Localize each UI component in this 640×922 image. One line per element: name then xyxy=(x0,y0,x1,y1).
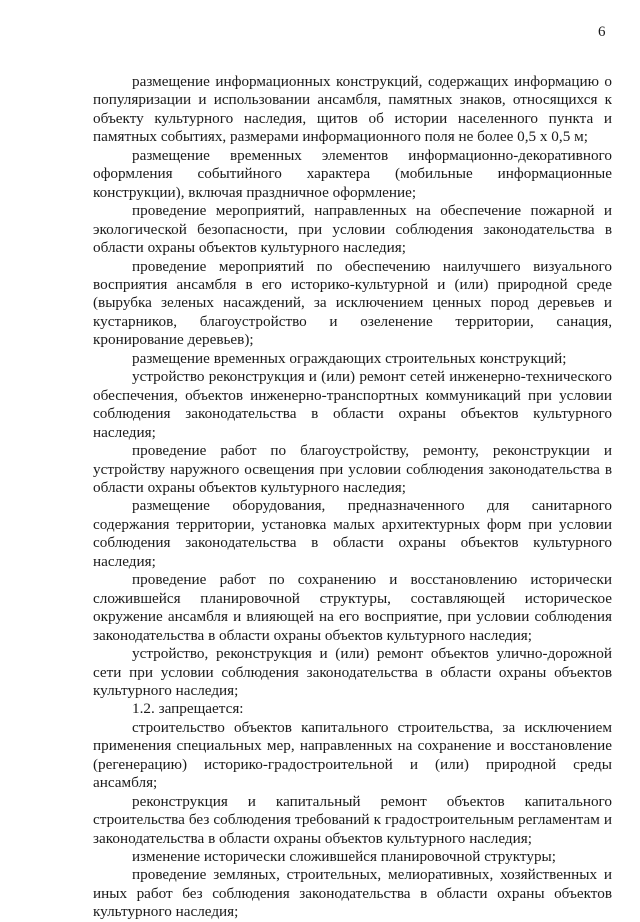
paragraph-landscaping-lighting: проведение работ по благоустройству, ремонту, реконструкции и устройству наружного освещения при условии соблюдения законодательства в области охраны объектов культурного наследия; xyxy=(93,442,612,496)
paragraph-earthworks: проведение земляных, строительных, мелиоративных, хозяйственных и иных работ без соблюдения законодательства в области охраны объектов культурного наследия; xyxy=(93,866,612,921)
paragraph-planning-structure-change: изменение исторически сложившейся планировочной структуры; xyxy=(132,848,556,866)
paragraph-sanitary-equipment: размещение оборудования, предназначенного для санитарного содержания территории, установка малых архитектурных форм при условии соблюдения законодательства в области охраны объектов культурного наследия; xyxy=(93,497,612,570)
document-body xyxy=(93,73,612,922)
page-number: 6 xyxy=(598,24,606,40)
paragraph-temporary-fencing: размещение временных ограждающих строительных конструкций; xyxy=(132,349,567,367)
paragraph-visual-perception: проведение мероприятий по обеспечению наилучшего визуального восприятия ансамбля в его историко-культурной и (или) природной среде (вырубка зеленых насаждений, за исключением ценных пород деревьев и кустарников, благоустройство и озеленение территории, санация, кронирование деревьев); xyxy=(93,257,612,349)
paragraph-planning-structure-restoration: проведение работ по сохранению и восстановлению исторически сложившейся планировочной структуры, составляющей историческое окружение ансамбля и влияющей на его восприятие, при условии соблюдения законодательства в области охраны объектов культурного наследия; xyxy=(93,571,612,644)
paragraph-capital-construction: строительство объектов капитального строительства, за исключением применения специальных мер, направленных на сохранение и восстановление (регенерацию) историко-градостроительной и (или) природной среды ансамбля; xyxy=(93,718,612,792)
paragraph-road-network: устройство, реконструкция и (или) ремонт объектов улично-дорожной сети при условии соблюдения законодательства в области охраны объектов культурного наследия; xyxy=(93,645,612,699)
paragraph-engineering-networks: устройство реконструкция и (или) ремонт сетей инженерно-технического обеспечения, объектов инженерно-транспортных коммуникаций при условии соблюдения законодательства в области охраны объектов культурного наследия; xyxy=(93,368,612,441)
paragraph-fire-safety: проведение мероприятий, направленных на обеспечение пожарной и экологической безопасности, при условии соблюдения законодательства в области охраны объектов культурного наследия; xyxy=(93,202,612,257)
paragraph-info-constructions: размещение информационных конструкций, содержащих информацию о популяризации и использовании ансамбля, памятных знаков, относящихся к объекту культурного наследия, щитов об истории населенного пункта и памятных событиях, размерами информационного поля не более 0,5 х 0,5 м; xyxy=(93,73,612,146)
section-heading-prohibited: 1.2. запрещается: xyxy=(132,700,244,718)
paragraph-temporary-decoration: размещение временных элементов информационно-декоративного оформления событийного характера (мобильные информационные конструкции), включая праздничное оформление; xyxy=(93,146,612,201)
paragraph-reconstruction-repair: реконструкция и капитальный ремонт объектов капитального строительства без соблюдения требований к градостроительным регламентам и законодательства в области охраны объектов культурного наследия; xyxy=(93,792,612,847)
